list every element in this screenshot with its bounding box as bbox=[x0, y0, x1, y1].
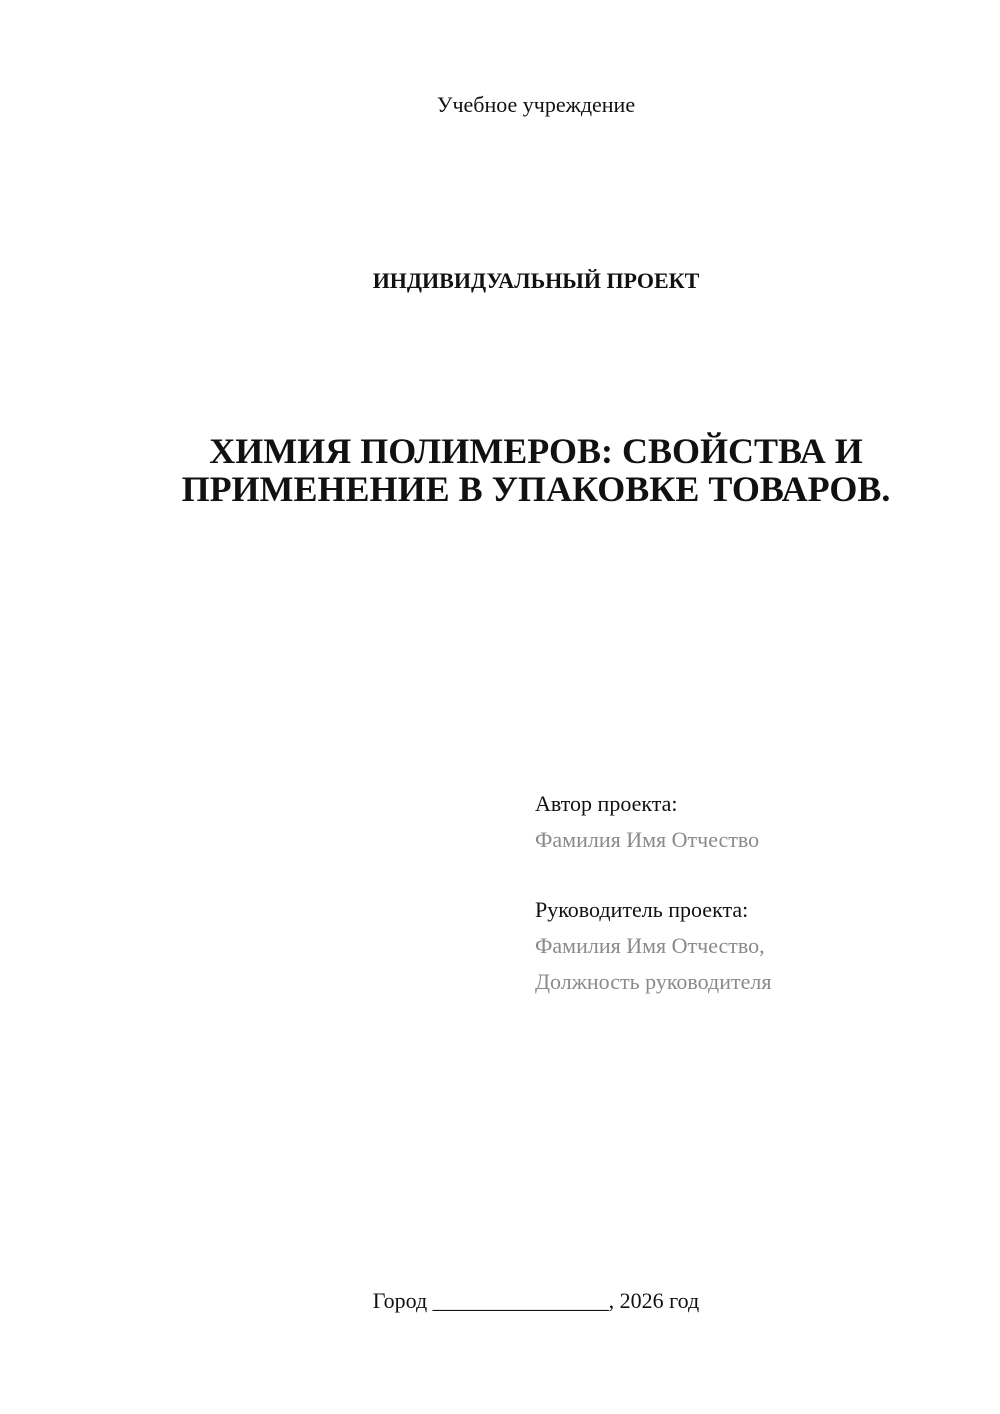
city-year-footer: Город ________________, 2026 год bbox=[372, 1288, 700, 1313]
supervisor-name: Фамилия Имя Отчество, bbox=[535, 933, 765, 958]
project-title-line-2: ПРИМЕНЕНИЕ В УПАКОВКЕ ТОВАРОВ. bbox=[181, 469, 891, 509]
author-label: Автор проекта: bbox=[535, 791, 678, 816]
project-type-heading: ИНДИВИДУАЛЬНЫЙ ПРОЕКТ bbox=[372, 268, 700, 293]
project-title-line-1: ХИМИЯ ПОЛИМЕРОВ: СВОЙСТВА И bbox=[209, 431, 863, 471]
project-title bbox=[100, 432, 972, 508]
institution-name: Учебное учреждение bbox=[436, 92, 636, 117]
supervisor-block bbox=[535, 892, 771, 1000]
supervisor-label: Руководитель проекта: bbox=[535, 897, 749, 922]
supervisor-position: Должность руководителя bbox=[535, 969, 772, 994]
author-name: Фамилия Имя Отчество bbox=[535, 827, 760, 852]
author-block bbox=[535, 786, 759, 858]
